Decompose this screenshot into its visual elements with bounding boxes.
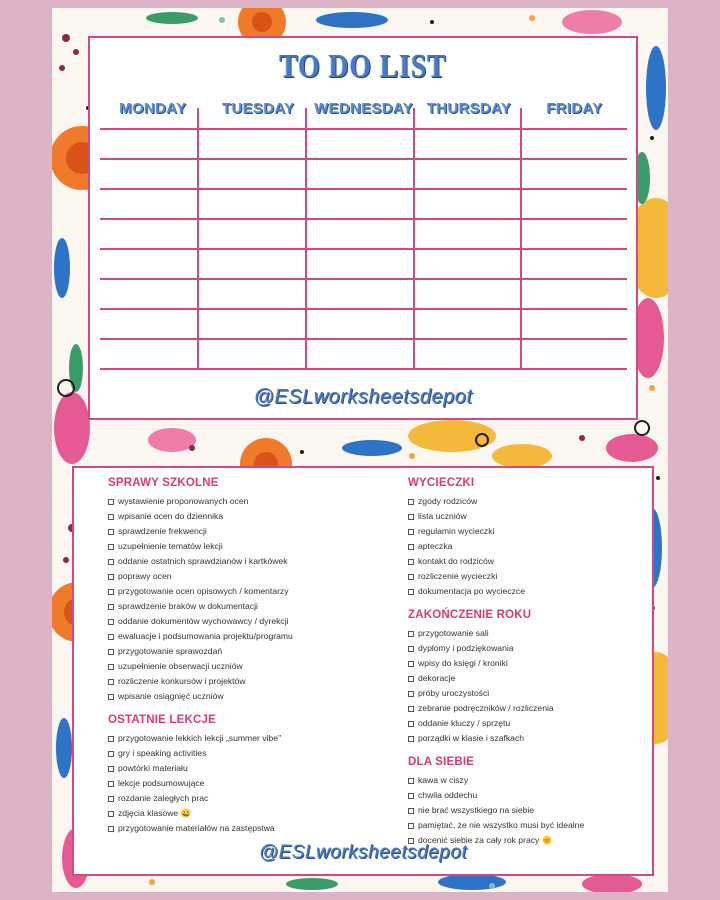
checkbox[interactable] <box>108 619 114 625</box>
checkbox[interactable] <box>108 589 114 595</box>
planner-grid <box>100 128 627 370</box>
checkbox[interactable] <box>408 589 414 595</box>
checklist-item[interactable]: kawa w ciszy <box>408 773 648 788</box>
checklist-left-column <box>108 474 398 836</box>
row-line <box>100 248 627 250</box>
checkbox[interactable] <box>408 574 414 580</box>
checklist-item[interactable]: dekoracje <box>408 671 648 686</box>
column-divider <box>305 108 307 370</box>
checkbox[interactable] <box>408 646 414 652</box>
checklist-item[interactable]: zdjęcia klasowe 😀 <box>108 806 398 821</box>
checkbox[interactable] <box>108 499 114 505</box>
checklist-item[interactable]: wpisanie ocen do dziennika <box>108 509 398 524</box>
row-line <box>100 278 627 280</box>
checkbox[interactable] <box>108 826 114 832</box>
planner-watermark: @ESLworksheetsdepot <box>253 386 473 408</box>
checkbox[interactable] <box>408 514 414 520</box>
row-line <box>100 338 627 340</box>
checklist-item[interactable]: uzupełnienie tematów lekcji <box>108 539 398 554</box>
checklist-item[interactable]: dyplomy i podziękowania <box>408 641 648 656</box>
row-line <box>100 308 627 310</box>
checkbox[interactable] <box>408 823 414 829</box>
checkbox[interactable] <box>408 736 414 742</box>
checkbox[interactable] <box>408 529 414 535</box>
teacher-checklist-card <box>72 466 654 876</box>
section-title-wycieczki: WYCIECZKI <box>408 477 475 489</box>
checkbox[interactable] <box>108 529 114 535</box>
row-line <box>100 188 627 190</box>
checklist-item[interactable]: docenić siebie za cały rok pracy 🌞 <box>408 833 648 848</box>
checklist-item[interactable]: apteczka <box>408 539 648 554</box>
checkbox[interactable] <box>108 736 114 742</box>
checkbox[interactable] <box>108 796 114 802</box>
day-header-wednesday: WEDNESDAY <box>314 100 413 117</box>
checklist-item[interactable]: rozliczenie wycieczki <box>408 569 648 584</box>
checklist-item[interactable]: wpisy do księgi / kroniki <box>408 656 648 671</box>
checklist-item[interactable]: ewaluacje i podsumowania projektu/programu <box>108 629 398 644</box>
checkbox[interactable] <box>408 706 414 712</box>
checkbox[interactable] <box>108 781 114 787</box>
day-header-thursday: THURSDAY <box>426 100 512 117</box>
checklist-item[interactable]: sprawdzenie frekwencji <box>108 524 398 539</box>
checkbox[interactable] <box>108 664 114 670</box>
checklist-item[interactable]: oddanie kluczy / sprzętu <box>408 716 648 731</box>
checklist-right-column <box>408 474 648 848</box>
checklist-item[interactable]: zgody rodziców <box>408 494 648 509</box>
checklist-item[interactable]: dokumentacja po wycieczce <box>408 584 648 599</box>
checklist-item[interactable]: nie brać wszystkiego na siebie <box>408 803 648 818</box>
checklist-item[interactable]: lista uczniów <box>408 509 648 524</box>
checkbox[interactable] <box>408 808 414 814</box>
checkbox[interactable] <box>108 574 114 580</box>
column-divider <box>413 108 415 370</box>
checklist-item[interactable]: powtórki materiału <box>108 761 398 776</box>
checkbox[interactable] <box>408 691 414 697</box>
checklist-item[interactable]: przygotowanie materiałów na zastępstwa <box>108 821 398 836</box>
checklist-item[interactable]: wystawienie proponowanych ocen <box>108 494 398 509</box>
checklist-item[interactable]: przygotowanie sali <box>408 626 648 641</box>
row-line <box>100 368 627 370</box>
day-header-friday: FRIDAY <box>546 100 603 117</box>
weekday-header-row <box>100 100 627 122</box>
checkbox[interactable] <box>108 514 114 520</box>
checklist-item[interactable]: oddanie ostatnich sprawdzianów i kartkówek <box>108 554 398 569</box>
checklist-item[interactable]: pamiętać, że nie wszystko musi być idealne <box>408 818 648 833</box>
checkbox[interactable] <box>408 778 414 784</box>
checklist-item[interactable]: sprawdzenie braków w dokumentacji <box>108 599 398 614</box>
checklist-item[interactable]: zebranie podręczników / rozliczenia <box>408 701 648 716</box>
checklist-item[interactable]: wpisanie osiągnięć uczniów <box>108 689 398 704</box>
checklist-item[interactable]: rozliczenie konkursów i projektów <box>108 674 398 689</box>
section-title-dla-siebie: DLA SIEBIE <box>408 756 475 768</box>
checkbox[interactable] <box>108 694 114 700</box>
checkbox[interactable] <box>108 544 114 550</box>
checklist-item[interactable]: przygotowanie lekkich lekcji „summer vibe" <box>108 731 398 746</box>
checklist-item[interactable]: próby uroczystości <box>408 686 648 701</box>
checkbox[interactable] <box>108 634 114 640</box>
column-divider <box>520 108 522 370</box>
checklist-item[interactable]: porządki w klasie i szafkach <box>408 731 648 746</box>
checkbox[interactable] <box>108 811 114 817</box>
row-line <box>100 158 627 160</box>
checklist-item[interactable]: chwila oddechu <box>408 788 648 803</box>
checkbox[interactable] <box>408 631 414 637</box>
planner-title: TO DO LIST <box>279 48 447 85</box>
checkbox[interactable] <box>108 766 114 772</box>
checklist-item[interactable]: przygotowanie ocen opisowych / komentarzy <box>108 584 398 599</box>
checklist-item[interactable]: lekcje podsumowujące <box>108 776 398 791</box>
checklist-item[interactable]: gry i speaking activities <box>108 746 398 761</box>
checklist-item[interactable]: regulamin wycieczki <box>408 524 648 539</box>
day-header-tuesday: TUESDAY <box>221 100 295 117</box>
checkbox[interactable] <box>408 661 414 667</box>
row-line <box>100 218 627 220</box>
column-divider <box>197 108 199 370</box>
checkbox[interactable] <box>108 679 114 685</box>
checklist-item[interactable]: uzupełnienie obserwacji uczniów <box>108 659 398 674</box>
checklist-watermark: @ESLworksheetsdepot <box>258 842 468 863</box>
section-title-ostatnie-lekcje: OSTATNIE LEKCJE <box>108 714 216 726</box>
weekly-planner-card <box>88 36 638 420</box>
checkbox[interactable] <box>408 499 414 505</box>
section-title-zakonczenie-roku: ZAKOŃCZENIE ROKU <box>408 609 532 621</box>
row-line <box>100 128 627 130</box>
checklist-item[interactable]: rozdanie zaległych prac <box>108 791 398 806</box>
checkbox[interactable] <box>108 559 114 565</box>
checkbox[interactable] <box>108 649 114 655</box>
checklist-item[interactable]: przygotowanie sprawozdań <box>108 644 398 659</box>
checkbox[interactable] <box>408 544 414 550</box>
checkbox[interactable] <box>108 751 114 757</box>
checkbox[interactable] <box>408 676 414 682</box>
checklist-item[interactable]: kontakt do rodziców <box>408 554 648 569</box>
section-title-sprawy-szkolne: SPRAWY SZKOLNE <box>108 477 219 489</box>
checkbox[interactable] <box>408 793 414 799</box>
checkbox[interactable] <box>408 559 414 565</box>
day-header-monday: MONDAY <box>119 100 187 117</box>
checklist-item[interactable]: poprawy ocen <box>108 569 398 584</box>
checklist-item[interactable]: oddanie dokumentów wychowawcy / dyrekcji <box>108 614 398 629</box>
checkbox[interactable] <box>408 721 414 727</box>
checkbox[interactable] <box>108 604 114 610</box>
